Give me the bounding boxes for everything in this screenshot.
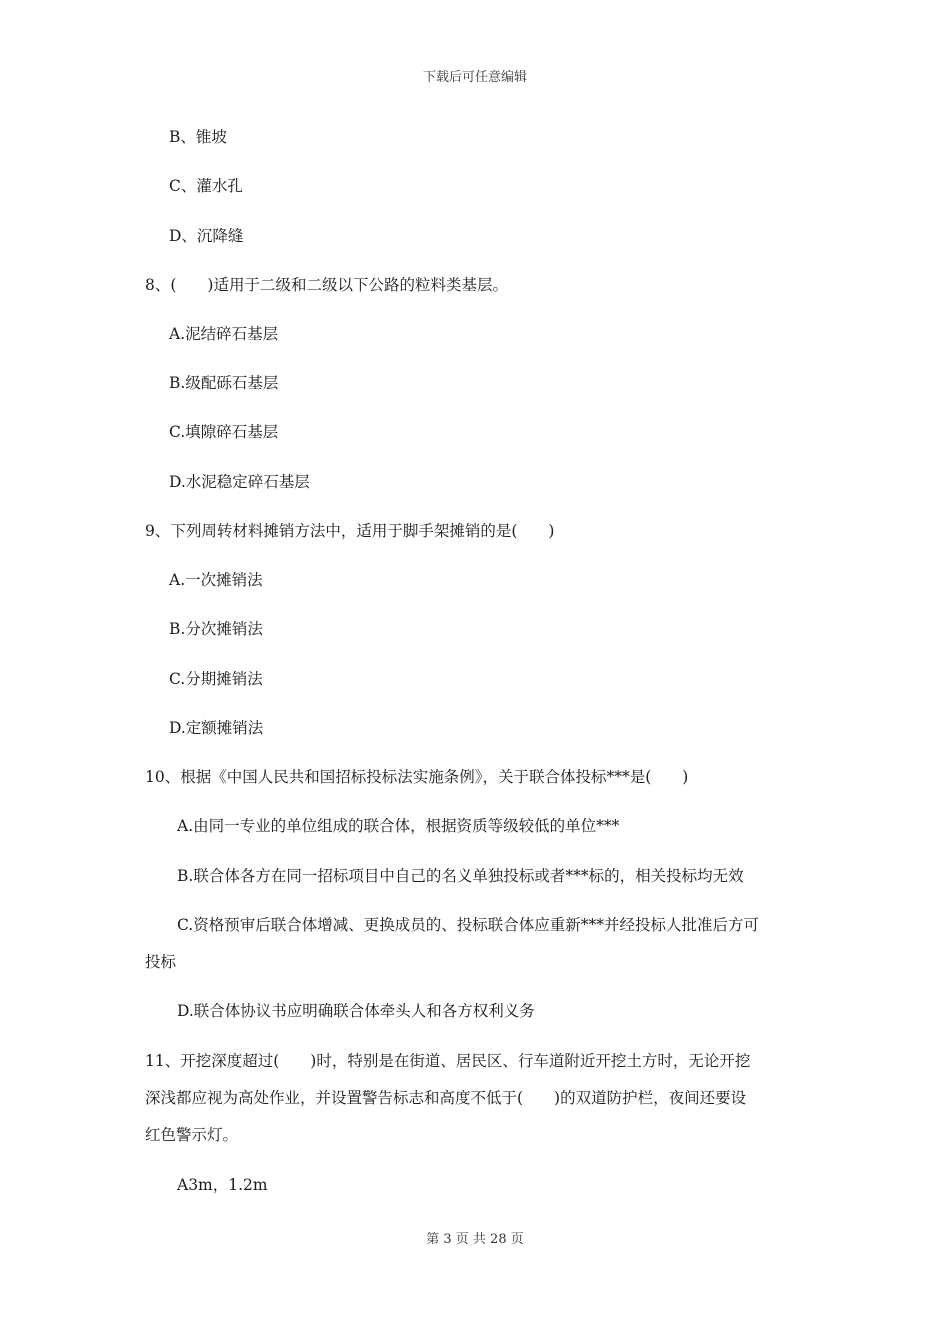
page-header: 下载后可任意编辑 [422,70,527,85]
q9-option-c: C.分期摊销法 [169,670,263,688]
q10-stem: 10、根据《中国人民共和国招标投标法实施条例》，关于联合体投标***是( ) [145,768,689,786]
q10-option-b: B.联合体各方在同一招标项目中自己的名义单独投标或者***标的，相关投标均无效 [177,867,744,885]
q11-stem-line3: 红色警示灯。 [145,1126,239,1144]
q9-option-d: D.定额摊销法 [169,719,264,737]
q8-option-a: A.泥结碎石基层 [169,325,279,343]
q8-option-c: C.填隙碎石基层 [169,423,279,441]
q10-option-a: A.由同一专业的单位组成的联合体，根据资质等级较低的单位*** [177,817,620,835]
q10-option-c-line1: C.资格预审后联合体增减、更换成员的、投标联合体应重新***并经投标人批准后方可 [177,916,759,934]
q9-stem: 9、下列周转材料摊销方法中，适用于脚手架摊销的是( ) [145,522,555,540]
q7-option-b: B、锥坡 [169,128,227,146]
page-footer: 第 3 页 共 28 页 [426,1232,524,1247]
q11-option-a: A3m，1.2m [177,1176,268,1194]
q10-option-c-line2: 投标 [145,953,177,971]
q7-option-d: D、沉降缝 [169,227,244,245]
q9-option-b: B.分次摊销法 [169,620,263,638]
q8-stem: 8、( )适用于二级和二级以下公路的粒料类基层。 [145,276,508,294]
q8-option-d: D.水泥稳定碎石基层 [169,473,310,491]
q11-stem-line1: 11、开挖深度超过( )时，特别是在街道、居民区、行车道附近开挖土方时，无论开挖 [145,1052,751,1070]
q8-option-b: B.级配砾石基层 [169,374,279,392]
q10-option-d: D.联合体协议书应明确联合体牵头人和各方权利义务 [177,1002,535,1020]
q7-option-c: C、灌水孔 [169,177,243,195]
q11-stem-line2: 深浅都应视为高处作业，并设置警告标志和高度不低于( )的双道防护栏，夜间还要设 [145,1089,747,1107]
q9-option-a: A.一次摊销法 [169,571,263,589]
